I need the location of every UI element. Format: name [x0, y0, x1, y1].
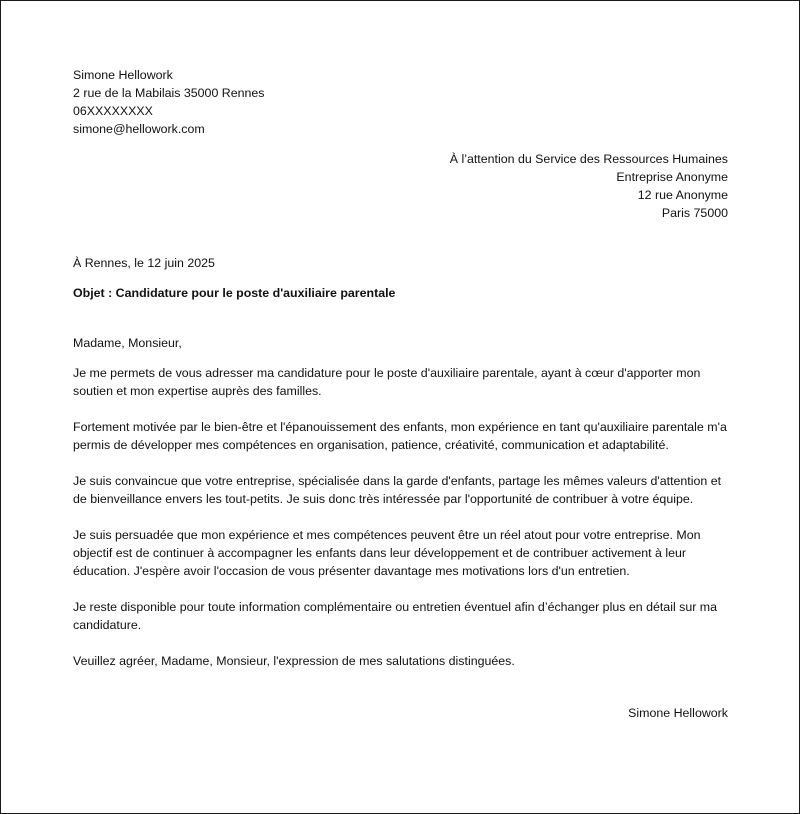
paragraph-intro: Je me permets de vous adresser ma candidature pour le poste d'auxiliaire parentale, ayant à cœur d'apporter mon soutien et mon expertise auprès des familles.: [73, 366, 701, 398]
recipient-street: 12 rue Anonyme: [637, 188, 728, 202]
letter-body: [73, 364, 728, 634]
subject-line: Objet : Candidature pour le poste d'auxiliaire parentale: [73, 286, 396, 300]
recipient-city: Paris 75000: [661, 206, 728, 220]
paragraph-value: Je suis persuadée que mon expérience et mes compétences peuvent être un réel atout pour votre entreprise. Mon objectif est de continuer à accompagner les enfants dans leur développement et de contribuer activement à leur éducation. J'espère avoir l'occasion de vous présenter davantage mes motivations lors d'un entretien.: [73, 528, 701, 578]
sender-address: 2 rue de la Mabilais 35000 Rennes: [73, 86, 265, 100]
sender-email: simone@hellowork.com: [73, 122, 205, 136]
paragraph-availability: Je reste disponible pour toute information complémentaire ou entretien éventuel afin d’échanger plus en détail sur ma candidature.: [73, 600, 718, 632]
sender-name: Simone Hellowork: [73, 68, 173, 82]
signature: Simone Hellowork: [628, 706, 728, 720]
paragraph-motivation: Fortement motivée par le bien-être et l'épanouissement des enfants, mon expérience en tant qu'auxiliaire parentale m'a permis de développer mes compétences en organisation, patience, créativité, communication et adaptabilité.: [73, 420, 727, 452]
sender-block: [73, 66, 728, 138]
paragraph-company: Je suis convaincue que votre entreprise, spécialisée dans la garde d'enfants, partage les mêmes valeurs d'attention et de bienveillance envers les tout-petits. Je suis donc très intéressée par l'opportunité de contribuer à votre équipe.: [73, 474, 722, 506]
date-line: À Rennes, le 12 juin 2025: [73, 256, 215, 270]
greeting: Madame, Monsieur,: [73, 336, 182, 350]
sender-phone: 06XXXXXXXX: [73, 104, 153, 118]
letter-content: [73, 66, 728, 722]
closing-formula: Veuillez agréer, Madame, Monsieur, l'expression de mes salutations distinguées.: [73, 654, 515, 668]
recipient-attention: À l’attention du Service des Ressources Humaines: [449, 152, 728, 166]
recipient-company: Entreprise Anonyme: [616, 170, 728, 184]
recipient-block: [73, 150, 728, 222]
